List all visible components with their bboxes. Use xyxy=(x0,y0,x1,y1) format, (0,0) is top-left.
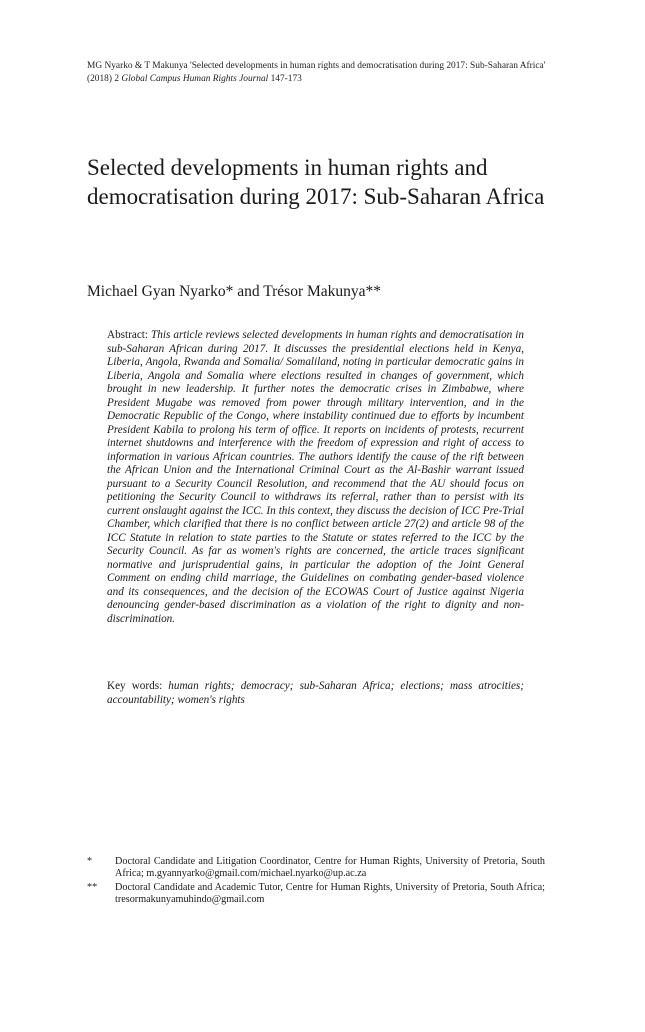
footnote-2 xyxy=(87,882,545,907)
citation-prefix: MG Nyarko & T Makunya 'Selected developments in human rights and democratisation during 2017: Sub-Saharan Africa' (2018) 2 xyxy=(87,61,546,84)
footnotes xyxy=(87,856,545,908)
footnote-text: Doctoral Candidate and Academic Tutor, Centre for Human Rights, University of Pretoria, South Africa; tresormakunyamuhindo@gmail.com xyxy=(115,881,545,906)
footnote-text: Doctoral Candidate and Litigation Coordinator, Centre for Human Rights, University of Pretoria, South Africa; m.gyannyarko@gmail.com/michael.nyarko@up.ac.za xyxy=(115,856,545,880)
citation-pages: 147-173 xyxy=(268,73,302,84)
abstract-text: This article reviews selected developments in human rights and democratisation in sub-Saharan African during 2017. It discusses the presidential elections held in Kenya, Liberia, Angola, Rwanda and Somalia/ Somaliland, noting in particular democratic gains in Liberia, Angola and Somalia where elections resulted in changes of government, which brought in new leadership. It further notes the democratic crises in Zimbabwe, where President Mugabe was removed from power through military intervention, and in the Democratic Republic of the Congo, where instability continued due to efforts by incumbent President Kabila to prolong his term of office. It reports on incidents of protests, recurrent internet shutdowns and interference with the freedom of expression and right of access to information in various African countries. The authors identify the cause of the rift between the African Union and the International Criminal Court as the Al-Bashir warrant issued pursuant to a Security Council Resolution, and recommend that the AU should focus on petitioning the Security Council to withdraws its referral, rather than to persist with its current onslaught against the ICC. In this context, they discuss the decision of ICC Pre-Trial Chamber, which clarified that there is no conflict between article 27(2) and article 98 of the ICC Statute in relation to state parties to the Statute or states referred to the ICC by the Security Council. As far as women's rights are concerned, the article traces significant normative and jurisprudential gains, in particular the adoption of the Joint General Comment on ending child marriage, the Guidelines on combating gender-based violence and its consequences, and the decision of the ECOWAS Court of Justice against Nigeria denouncing gender-based discrimination as a violation of the right to dignity and non-discrimination. xyxy=(107,329,524,625)
abstract-label: Abstract: xyxy=(107,329,152,341)
citation-journal: Global Campus Human Rights Journal xyxy=(121,73,269,84)
keywords-text: human rights; democracy; sub-Saharan Africa; elections; mass atrocities; accountability; women's rights xyxy=(107,680,524,706)
article-authors: Michael Gyan Nyarko* and Trésor Makunya** xyxy=(87,283,382,300)
running-citation xyxy=(87,60,559,85)
article-title: Selected developments in human rights and democratisation during 2017: Sub-Saharan Africa xyxy=(87,155,545,209)
footnote-mark: * xyxy=(87,856,93,867)
abstract xyxy=(107,329,524,626)
keywords xyxy=(107,680,524,707)
keywords-label: Key words: xyxy=(107,680,169,692)
footnote-1 xyxy=(87,856,545,881)
footnote-mark: ** xyxy=(87,881,98,893)
